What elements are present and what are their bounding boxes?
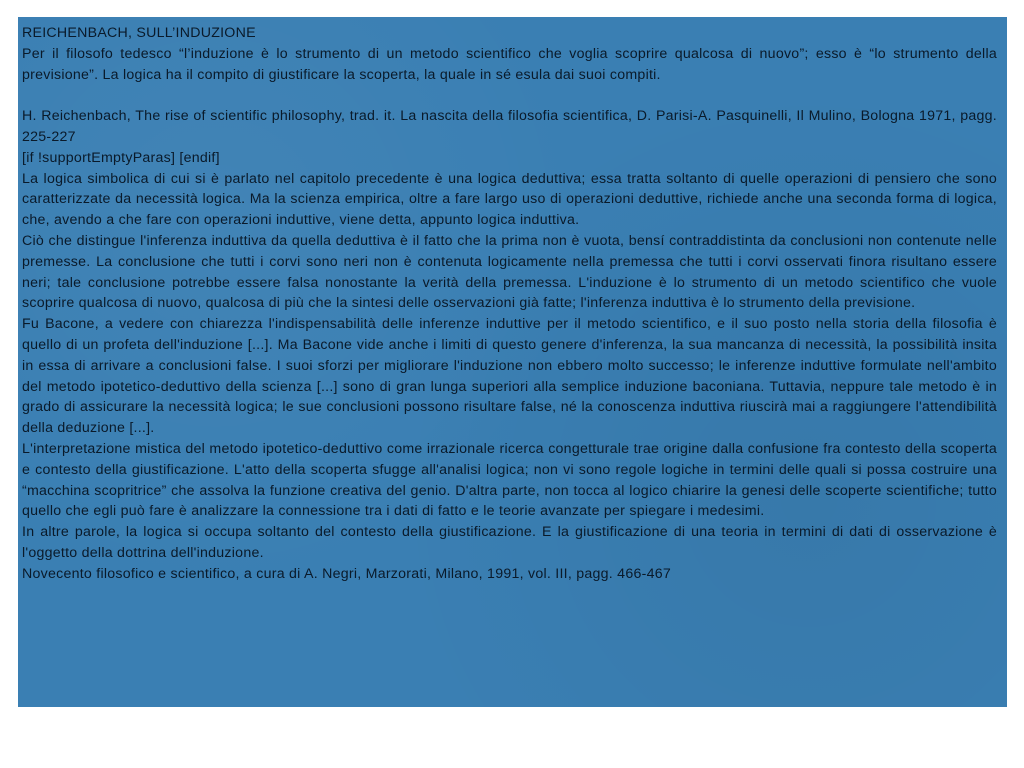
body-paragraph-2: Ciò che distingue l'inferenza induttiva da quella deduttiva è il fatto che la prima non è vuota, bensí contraddistinta da conclusioni non contenute nelle premesse. La conclusione che tutti i corvi sono neri non è contenuta logicamente nella premessa che tutti i corvi osservati finora risultano essere neri; tale conclusione potrebbe essere falsa nonostante la verità della premessa. L'induzione è lo strumento di un metodo scientifico che vuole scoprire qualcosa di nuovo, qualcosa di più che la sintesi delle osservazioni già fatte; l'inferenza induttiva è lo strumento della previsione.	[22, 232, 997, 312]
body-paragraph-4: L'interpretazione mistica del metodo ipotetico-deduttivo come irrazionale ricerca congetturale trae origine dalla confusione fra contesto della scoperta e contesto della giustificazione. L'atto della scoperta sfugge all'analisi logica; non vi sono regole logiche in termini delle quali si possa costruire una “macchina scopritrice” che assolva la funzione creativa del genio. D'altra parte, non tocca al logico chiarire la genesi delle scoperte scientifiche; tutto quello che egli può fare è analizzare la connessione tra i dati di fatto e le teorie avanzate per spiegare i medesimi.	[22, 440, 997, 520]
body-paragraph-1: La logica simbolica di cui si è parlato nel capitolo precedente è una logica deduttiva; essa tratta soltanto di quelle operazioni di pensiero che sono caratterizzate da necessità logica. Ma la scienza empirica, oltre a fare largo uso di operazioni deduttive, richiede anche una seconda forma di logica, che, avendo a che fare con operazioni induttive, viene detta, appunto logica induttiva.	[22, 170, 997, 229]
source-citation-2: Novecento filosofico e scientifico, a cura di A. Negri, Marzorati, Milano, 1991, vol. III, pagg. 466-467	[22, 565, 671, 582]
slide-panel	[18, 17, 1007, 707]
paragraph-spacer	[22, 85, 997, 106]
source-citation-1: H. Reichenbach, The rise of scientific philosophy, trad. it. La nascita della filosofia scientifica, D. Parisi-A. Pasquinelli, Il Mulino, Bologna 1971, pagg. 225-227	[22, 108, 997, 145]
intro-paragraph: Per il filosofo tedesco “l’induzione è lo strumento di un metodo scientifico che voglia scoprire qualcosa di nuovo”; esso è “lo strumento della previsione”. La logica ha il compito di giustificare la scoperta, la quale in sé esula dai suoi compiti.	[22, 45, 997, 83]
document-title: REICHENBACH, SULL’INDUZIONE	[22, 25, 256, 41]
body-paragraph-3: Fu Bacone, a vedere con chiarezza l'indispensabilità delle inferenze induttive per il metodo scientifico, e il suo posto nella storia della filosofia è quello di un profeta dell'induzione [...]. Ma Bacone vide anche i limiti di questo genere d'inferenza, la sua mancanza di necessità, la possibilità insita in essa di arrivare a conclusioni false. I suoi sforzi per migliorare l'induzione non ebbero molto successo; le inferenze induttive formulate nell'ambito del metodo ipotetico-deduttivo della scienza [...] sono di gran lunga superiori alla semplice induzione baconiana. Tuttavia, neppure tale metodo è in grado di assicurare la necessità logica; le sue conclusioni possono risultare false, né la conoscenza induttiva riuscirà mai a raggiungere l'attendibilità della deduzione [...].	[22, 316, 997, 437]
directive-text: [if !supportEmptyParas] [endif]	[22, 149, 220, 166]
body-paragraph-5: In altre parole, la logica si occupa soltanto del contesto della giustificazione. E la giustificazione di una teoria in termini di dati di osservazione è l'oggetto della dottrina dell'induzione.	[22, 524, 997, 561]
